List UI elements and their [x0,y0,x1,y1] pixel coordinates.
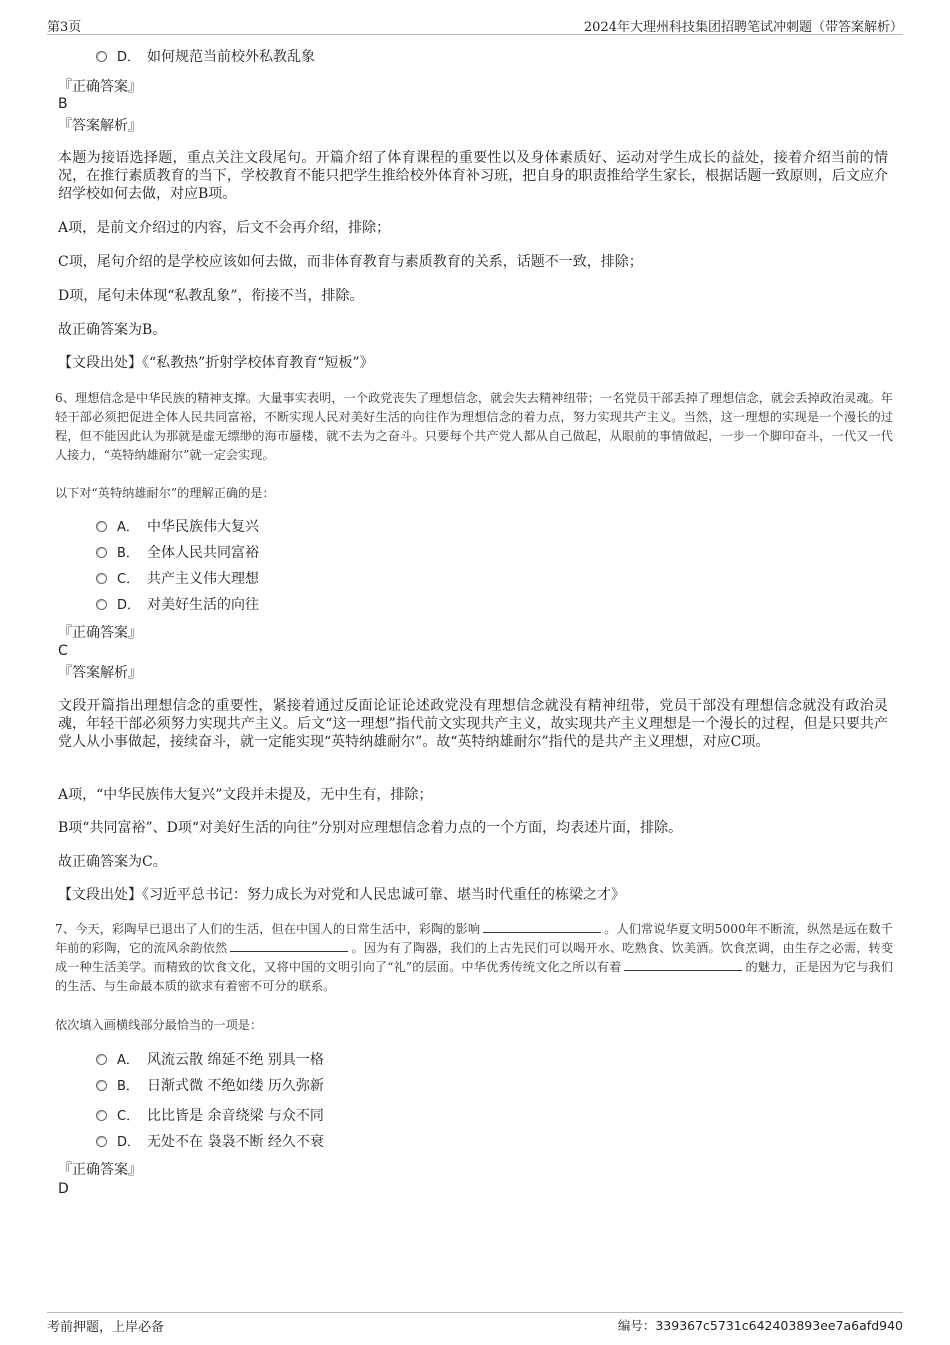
q5-analysis-label: 『答案解析』 [58,118,142,134]
q7-prompt: 依次填入画横线部分最恰当的一项是： [55,1018,263,1032]
q6-stem: 6、理想信念是中华民族的精神支撑。大量事实表明，一个政党丧失了理想信念，就会失去精神纽带；一名党员干部丢掉了理想信念，就会丢掉政治灵魂。年轻干部必须把促进全体人民共同富裕，不断实现人民对美好生活的向往作为理想信念的着力点，努力实现共产主义。当然，这一理想的实现是一个漫长的过程，但不能因此认为那就是虚无缥缈的海市蜃楼，就不去为之奋斗。只要每个共产党人都从自己做起，从眼前的事情做起，一步一个脚印奋斗，一代又一代人接力，“英特纳雄耐尔”就一定会实现。 [55,391,893,462]
q6-option-b[interactable]: B． 全体人民共同富裕 [96,544,259,563]
fill-blank-2[interactable] [230,940,348,952]
q6-prompt: 以下对“英特纳雄耐尔”的理解正确的是： [55,486,275,500]
radio-icon[interactable] [96,1110,107,1121]
q7-answer: D [58,1181,69,1197]
radio-icon[interactable] [96,1136,107,1147]
footer-slogan: 考前押题，上岸必备 [47,1320,165,1335]
q5-analysis-option-d: D项，尾句未体现“私教乱象”，衔接不当，排除。 [58,288,364,304]
q7-answer-label: 『正确答案』 [58,1162,142,1178]
radio-icon[interactable] [96,521,107,532]
q5-answer-label: 『正确答案』 [58,79,142,95]
q6-answer: C [58,643,68,659]
q5-analysis-option-a: A项，是前文介绍过的内容，后文不会再介绍，排除； [58,220,391,236]
page-header [47,14,903,35]
q6-conclusion: 故正确答案为C。 [58,854,167,870]
radio-icon[interactable] [96,573,107,584]
radio-icon[interactable] [96,547,107,558]
q6-analysis-paragraph: 文段开篇指出理想信念的重要性，紧接着通过反面论证论述政党没有理想信念就没有精神纽带，党员干部没有理想信念就没有政治灵魂，年轻干部必须努力实现共产主义。后文“这一理想”指代前文实现共产主义，故实现共产主义理想是一个漫长的过程，但是只要共产党人从小事做起，接续奋斗，就一定能实现“英特纳雄耐尔”。故“英特纳雄耐尔”指代的是共产主义理想，对应C项。 [58,698,888,750]
q7-option-a[interactable]: A． 风流云散 绵延不绝 别具一格 [96,1051,324,1070]
q6-source: 【文段出处】《习近平总书记：努力成长为对党和人民忠诚可靠、堪当时代重任的栋梁之才》 [58,887,625,903]
fill-blank-3[interactable] [624,959,742,971]
q7-option-d[interactable]: D． 无处不在 袅袅不断 经久不衰 [96,1133,324,1152]
page-footer [47,1312,903,1337]
q5-analysis-option-c: C项，尾句介绍的是学校应该如何去做，而非体育教育与素质教育的关系，话题不一致，排除； [58,254,643,270]
q7-option-b[interactable]: B． 日渐式微 不绝如缕 历久弥新 [96,1077,324,1096]
q6-answer-label: 『正确答案』 [58,625,142,641]
q5-option-d[interactable]: D． 如何规范当前校外私教乱象 [96,48,315,67]
q7-option-c[interactable]: C． 比比皆是 余音绕梁 与众不同 [96,1107,324,1126]
q5-conclusion: 故正确答案为B。 [58,322,167,338]
fill-blank-1[interactable] [483,921,601,933]
q6-option-a[interactable]: A． 中华民族伟大复兴 [96,518,259,537]
q6-analysis-option-a: A项，“中华民族伟大复兴”文段并未提及，无中生有，排除； [58,787,433,803]
q6-analysis-label: 『答案解析』 [58,665,142,681]
document-code: 编号：339367c5731c642403893ee7a6afd940 [617,1318,903,1333]
q5-source: 【文段出处】《“私教热”折射学校体育教育“短板”》 [58,355,374,371]
q5-answer: B [58,96,68,112]
q6-analysis-options-bd: B项“共同富裕”、D项“对美好生活的向往”分别对应理想信念着力点的一个方面，均表述片面，排除。 [58,820,683,836]
q5-analysis-paragraph: 本题为接语选择题，重点关注文段尾句。开篇介绍了体育课程的重要性以及身体素质好、运动对学生成长的益处，接着介绍当前的情况，在推行素质教育的当下，学校教育不能只把学生推给校外体育补习班，把自身的职责推给学生家长，根据话题一致原则，后文应介绍学校如何去做，对应B项。 [58,150,888,202]
radio-icon[interactable] [96,1054,107,1065]
radio-icon[interactable] [96,599,107,610]
document-title: 2024年大理州科技集团招聘笔试冲刺题（带答案解析） [583,20,903,35]
q6-option-c[interactable]: C． 共产主义伟大理想 [96,570,259,589]
page-number: 第3页 [47,20,82,35]
radio-icon[interactable] [96,1080,107,1091]
radio-icon[interactable] [96,51,107,62]
q6-option-d[interactable]: D． 对美好生活的向往 [96,596,259,615]
q7-stem: 7、今天，彩陶早已退出了人们的生活，但在中国人的日常生活中，彩陶的影响 。人们常说华夏文明5000年不断流，纵然是远在数千年前的彩陶，它的流风余韵依然 。因为有了陶器，我们的上古先民们可以喝开水、吃熟食、饮美酒。饮食烹调，由生存之必需，转变成一种生活美学。而精致的饮食文化，又将中国的文明引向了“礼”的层面。中华优秀传统文化之所以有着 的魅力，正是因为它与我们的生活、与生命最本质的欲求有着密不可分的联系。 [55,922,894,993]
